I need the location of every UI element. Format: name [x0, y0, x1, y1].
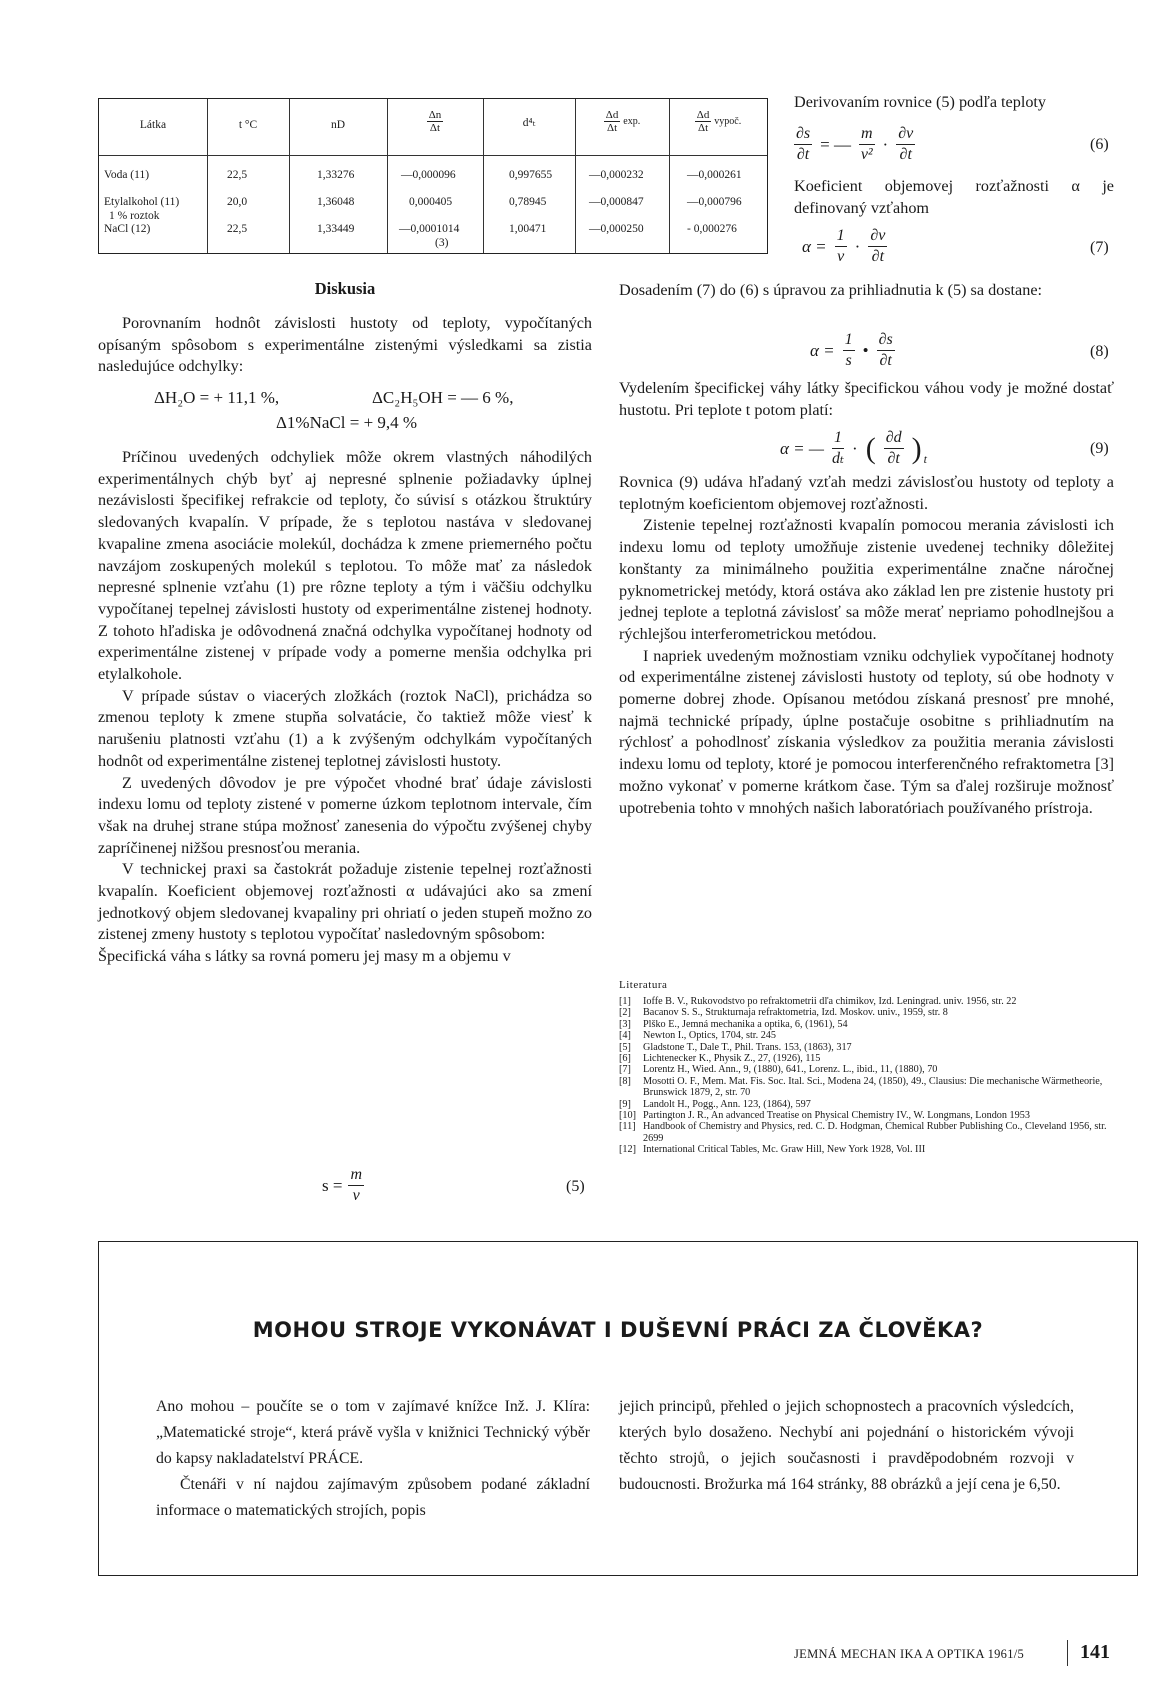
paragraph: Čtenáři v ní najdou zajímavým způsobem podané základní informace o matematických strojích, popis: [156, 1476, 590, 1519]
header-density: d⁴ₜ: [522, 117, 536, 129]
equation-8-number: (8): [1090, 343, 1109, 360]
row-nacl-density: 1,00471: [509, 223, 547, 235]
reference-text: International Critical Tables, Mc. Graw Hill, New York 1928, Vol. III: [643, 1144, 926, 1156]
advertisement-title: MOHOU STROJE VYKONÁVAT I DUŠEVNÍ PRÁCI ZA ČLOVĚKA?: [252, 1318, 984, 1342]
equation-7-number: (7): [1090, 239, 1109, 256]
right-definition: Koeficient objemovej rozťažnosti α je definovaný vzťahom: [794, 177, 1114, 217]
header-substance: Látka: [139, 119, 167, 131]
references-title: Literatura: [619, 979, 668, 991]
equation-9: α = — $\frac{1}{\text{dₜ}}$ · ( $\frac{\partial d}{\partial t}$ ) t: [780, 429, 927, 467]
reference-text: Ioffe B. V., Rukovodstvo po refraktometrii dľa chimikov, Izd. Leningrad. univ. 1956, str. 22: [643, 996, 1017, 1007]
row-ethanol-calc: —0,000796: [687, 196, 742, 208]
reference-item: [619, 1053, 1114, 1064]
reference-text: Handbook of Chemistry and Physics, red. C. D. Hodgman, Chemical Rubber Publishing Co., Cleveland 1956, str. 2699: [643, 1121, 1107, 1144]
equation-6: $\frac{\partial s}{\partial t}$ = — $\frac{m}{\text{v²}}$ · $\frac{\partial v}{\partial t}$: [796, 125, 914, 163]
header-dn-dt: $\frac{\Delta n}{\Delta t}$: [428, 109, 442, 134]
row-water-calc: —0,000261: [687, 169, 742, 181]
deviation-ethanol: ΔC₂H₅OH = — 6 %,: [372, 388, 514, 407]
reference-item: [619, 1076, 1114, 1099]
reference-list: [619, 996, 1114, 1156]
right-intro: Derivovaním rovnice (5) podľa teploty: [794, 93, 1047, 111]
reference-item: [619, 1019, 1114, 1030]
paragraph: Ano mohou – poučíte se o tom v zajímavé knížce Inž. J. Klíra: „Matematické stroje“, která právě vyšla v knižnici Technický výběr do kapsy nakladatelství PRÁCE.: [156, 1398, 590, 1467]
reference-text: Partington J. R., An advanced Treatise on Physical Chemistry IV., W. Longmans, London 1953: [643, 1110, 1030, 1122]
paragraph: Zistenie tepelnej rozťažnosti kvapalín pomocou merania závislosti ich indexu lomu od teploty umožňuje zistenie uvedenej techniky dôležitej konštanty za minimálneho použitia experimentálne značne náročnej pyknometrickej metódy, ktorá ostáva ako základ len pre zistenie hustoty pri jednej teplote a teplotná závislosť sa môže merať nepriamo pohodlnejšou a rýchlejšou interferometrickou metódou.: [619, 516, 1114, 643]
reference-item: [619, 1144, 1114, 1155]
paragraph: V prípade sústav o viacerých zložkách (roztok NaCl), prichádza so zmenou teploty k zmene stupňa solvatácie, čo taktiež môže viesť k narušeniu platnosti vzťahu (1) a k zvýšeným odchylkám vypočítaných hodnôt od experimentálne zistenej teplotnej závislosti hustoty.: [98, 686, 592, 770]
reference-item: [619, 1042, 1114, 1053]
equation-7: α = $\frac{1}{v}$ · $\frac{\partial v}{\partial t}$: [802, 227, 886, 265]
footer-divider: [1067, 1640, 1068, 1666]
row-ethanol-exp: —0,000847: [589, 196, 644, 208]
left-column-body: [98, 447, 592, 968]
paragraph: Špecifická váha s látky sa rovná pomeru jej masy m a objemu v: [98, 947, 511, 966]
header-dd-dt-calc: $\frac{\Delta d}{\Delta t}$ vypoč.: [696, 109, 742, 134]
row-water-temp: 22,5: [227, 169, 248, 181]
equation-5: s = $\frac{m}{v}$: [322, 1166, 363, 1204]
deviation-water: ΔH₂O = + 11,1 %,: [154, 388, 280, 407]
header-refractive-index: nD: [330, 119, 346, 131]
row-nacl-temp: 22,5: [227, 223, 248, 235]
advertisement-right-column: [619, 1394, 1074, 1498]
paragraph: I napriek uvedeným možnostiam vzniku odchyliek vypočítanej hodnoty od experimentálne zistenej závislosti hustoty od teploty, sú obe hodnoty v pomerne dobrej zhode. Opísanou metódou získaná presnosť pre mnohé, najmä technické prípady, úplne postačuje osobitne s prihliadnutím na rýchlosť a pohodlnosť získania výsledkov za použitia merania závislosti indexu lomu od teploty, ktoré je pomocou interferenčného refraktometra [3] možno vykonať v pomerne krátkom čase. Tým sa ďalej rozširuje možnosť upotrebenia tohto v mnohých našich laboratóriach používaného prístroja.: [619, 646, 1114, 817]
reference-item: [619, 1110, 1114, 1121]
reference-text: Mosotti O. F., Mem. Mat. Fis. Soc. Ital. Sci., Modena 24, (1850), 49., Clausius: Die mechanische Wärmetheorie, Brunswick 1879, 2, str. 70: [643, 1075, 1103, 1099]
row-nacl-calc: - 0,000276: [687, 223, 737, 235]
paragraph: Rovnica (9) udáva hľadaný vzťah medzi závislosťou hustoty od teploty a teplotným koeficientom objemovej rozťažnosti.: [619, 473, 1114, 513]
left-column-top: [98, 313, 592, 378]
row-solution-label: 1 % roztok: [109, 210, 160, 222]
paragraph: Z uvedených dôvodov je pre výpočet vhodné brať údaje závislosti indexu lomu od teploty zistené v pomerne úzkom teplotnom intervale, čím však na druhej strane stúpa možnosť zanesenia do výpočtu zvýšenej chyby zapríčinenej nižšou presnosťou merania.: [98, 773, 592, 857]
row-water-dn: —0,000096: [401, 169, 456, 181]
reference-item: [619, 1099, 1114, 1110]
reference-item: [619, 996, 1114, 1007]
row-nacl-note: (3): [435, 237, 449, 249]
reference-number: [4]: [619, 1030, 631, 1042]
row-ethanol-dn: 0,000405: [409, 196, 453, 208]
paragraph: Príčinou uvedených odchyliek môže okrem vlastných náhodilých experimentálnych chýb byť aj nepresné splnenie požiadavky úplnej nezávislosti špecifikej refrakcie od teploty, čo súvisí s otázkou štruktúry sledovaných kvapalín. V prípade, že s teplotou nastáva v sledovanej kvapaline zmena asociácie molekúl, dochádza k zmene priemerného počtu navzájom zoskupených molekúl s teplotou. To môže mať za následok nepresné splnenie vzťahu (1) pre rôzne teploty a tým i väčšiu odchylku vypočítanej tepelnej závislosti hustoty od experimentálne zistenej hodnoty. Z tohoto hľadiska je odôvodnená značná odchylka vypočítanej hodnoty od experimentálne zistenej v prípade vody a pomerne menšia odchylka pri etylalkohole.: [98, 448, 592, 684]
equation-8: α = $\frac{1}{s}$ • $\frac{\partial s}{\partial t}$: [810, 331, 893, 369]
reference-item: [619, 1007, 1114, 1018]
reference-number: [12]: [619, 1144, 636, 1156]
reference-number: [3]: [619, 1018, 631, 1030]
reference-item: [619, 1121, 1114, 1144]
reference-text: Lichtenecker K., Physik Z., 27, (1926), 115: [643, 1053, 821, 1065]
row-nacl-nd: 1,33449: [317, 223, 355, 235]
right-substitution: Dosadením (7) do (6) s úpravou za prihliadnutia k (5) sa dostane:: [619, 281, 1043, 299]
reference-number: [7]: [619, 1064, 631, 1076]
advertisement-left-column: [156, 1394, 590, 1524]
reference-number: [1]: [619, 996, 631, 1007]
reference-number: [8]: [619, 1075, 631, 1087]
row-ethanol-density: 0,78945: [509, 196, 547, 208]
row-water-density: 0,997655: [509, 169, 553, 181]
reference-text: Bacanov S. S., Strukturnaja refraktometria, Izd. Moskov. univ., 1959, str. 8: [643, 1007, 948, 1019]
row-nacl-dn: —0,0001014: [399, 223, 460, 235]
row-ethanol-temp: 20,0: [227, 196, 248, 208]
reference-number: [10]: [619, 1110, 636, 1122]
equation-9-number: (9): [1090, 440, 1109, 457]
row-water-nd: 1,33276: [317, 169, 355, 181]
reference-text: Plško E., Jemná mechanika a optika, 6, (1961), 54: [643, 1018, 848, 1030]
reference-number: [6]: [619, 1053, 631, 1065]
paragraph: Porovnaním hodnôt závislosti hustoty od teploty, vypočítaných opísaným spôsobom s experimentálne zistenými výsledkami sa zistia nasledujúce odchylky:: [98, 314, 592, 376]
data-table: [98, 98, 768, 254]
reference-number: [9]: [619, 1098, 631, 1110]
right-density-paragraph: Vydelením špecifickej váhy látky špecifickou váhou vody je možné dostať hustotu. Pri teplote t potom platí:: [619, 379, 1114, 419]
right-column-body: [619, 472, 1114, 819]
reference-number: [11]: [619, 1121, 636, 1133]
reference-number: [5]: [619, 1041, 631, 1053]
row-nacl-exp: —0,000250: [589, 223, 644, 235]
header-temperature: t °C: [238, 119, 258, 131]
paragraph: jejich principů, přehled o jejich schopnostech a pracovních výsledcích, kterých bylo dosaženo. Nechybí ani pojednání o historickém vývoji těchto strojů, o jejich současnosti i pravděpodobném rozvoji v budoucnosti. Brožurka má 164 stránky, 88 obrázků a její cena je 6,50.: [619, 1398, 1074, 1493]
row-ethanol-substance: Etylalkohol (11): [104, 196, 180, 208]
reference-text: Gladstone T., Dale T., Phil. Trans. 153, (1863), 317: [643, 1041, 852, 1053]
deviation-nacl: Δ1%NaCl = + 9,4 %: [276, 413, 418, 432]
header-dd-dt-exp: $\frac{\Delta d}{\Delta t}$ exp.: [605, 109, 641, 134]
page-number: 141: [1080, 1641, 1110, 1663]
reference-item: [619, 1030, 1114, 1041]
reference-text: Landolt H., Pogg., Ann. 123, (1864), 597: [643, 1098, 811, 1110]
equation-5-number: (5): [566, 1178, 585, 1195]
reference-item: [619, 1064, 1114, 1075]
row-water-substance: Voda (11): [104, 169, 150, 181]
equation-6-number: (6): [1090, 136, 1109, 153]
journal-footer: JEMNÁ MECHAN IKA A OPTIKA 1961/5: [794, 1647, 1025, 1661]
paragraph: V technickej praxi sa častokrát požaduje zistenie tepelnej rozťažnosti kvapalín. Koeficient objemovej rozťažnosti α udávajúci ako sa zmení jednotkový objem sledovanej kvapaliny pri ohriatí o jeden stupeň možno zo zistenej zmeny hustoty s teplotou vypočítať nasledovným spôsobom:: [98, 860, 592, 944]
reference-text: Lorentz H., Wied. Ann., 9, (1880), 641., Lorenz. L., ibid., 11, (1880), 70: [643, 1064, 938, 1076]
reference-text: Newton I., Optics, 1704, str. 245: [643, 1030, 776, 1042]
reference-number: [2]: [619, 1007, 631, 1019]
section-heading: Diskusia: [314, 279, 376, 298]
row-ethanol-nd: 1,36048: [317, 196, 355, 208]
row-nacl-substance: NaCl (12): [104, 223, 151, 235]
row-water-exp: —0,000232: [589, 169, 644, 181]
